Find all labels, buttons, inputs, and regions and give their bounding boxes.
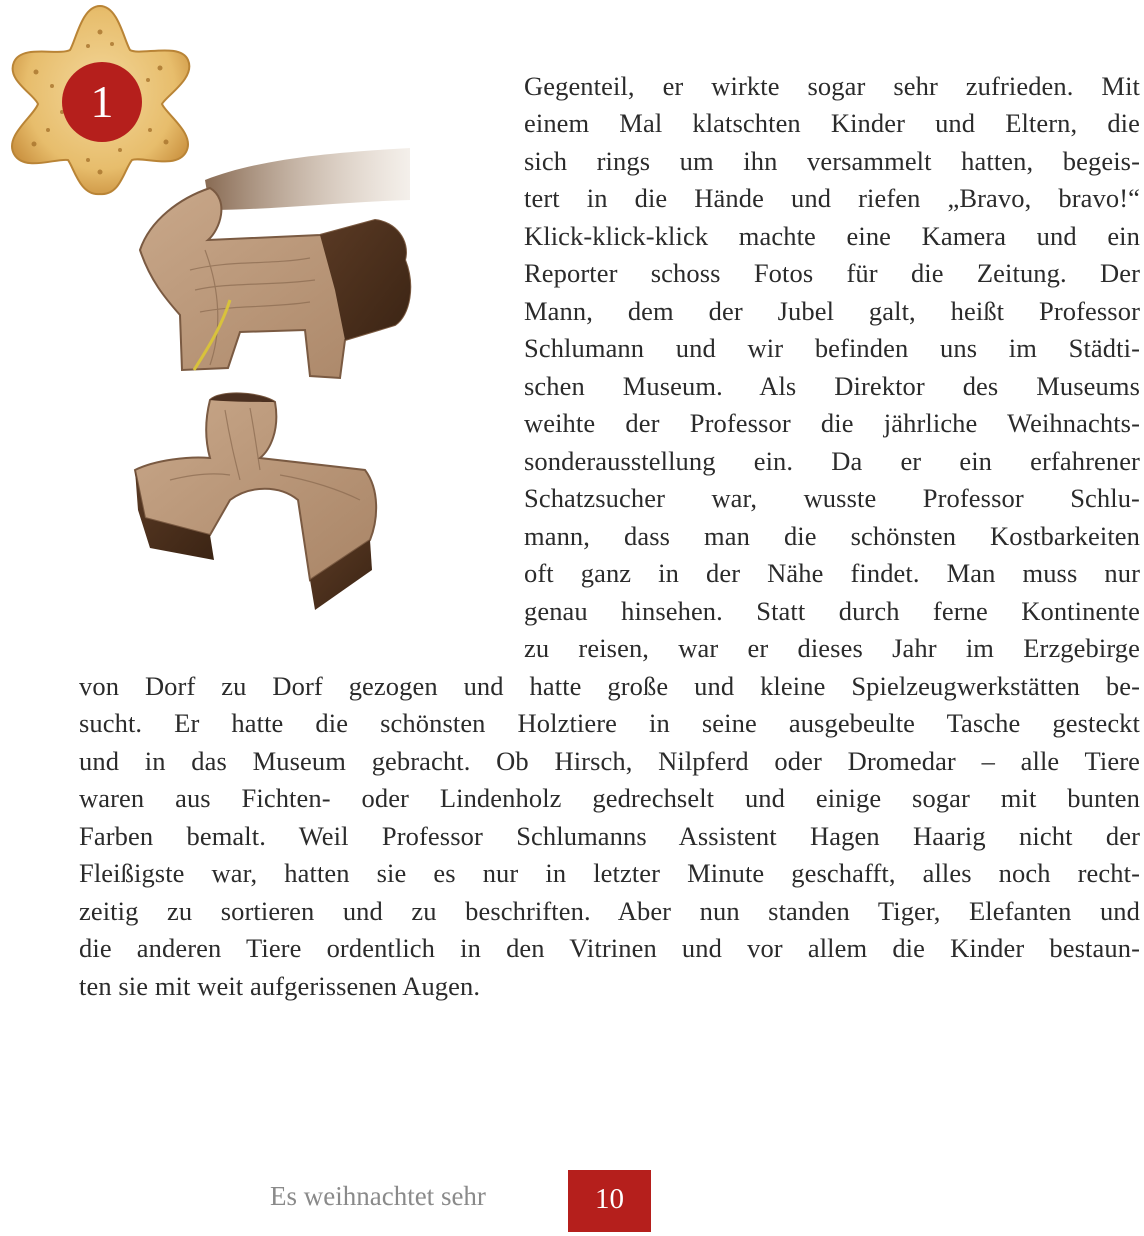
text-line: sich rings um ihn versammelt hatten, begeis- <box>524 146 1140 176</box>
text-line: Farben bemalt. Weil Professor Schlumanns Assistent Hagen Haarig nicht der <box>79 821 1140 851</box>
text-line: weihte der Professor die jährliche Weihnachts- <box>524 408 1140 438</box>
text-line: Schlumann und wir befinden uns im Städti- <box>524 333 1140 363</box>
wooden-toy-pieces-illustration <box>110 140 530 650</box>
text-line: oft ganz in der Nähe findet. Man muss nur <box>524 558 1140 588</box>
text-line: von Dorf zu Dorf gezogen und hatte große und kleine Spielzeugwerkstätten be- <box>79 671 1140 701</box>
text-line: genau hinsehen. Statt durch ferne Kontinente <box>524 596 1140 626</box>
text-line: zeitig zu sortieren und zu beschriften. Aber nun standen Tiger, Elefanten und <box>79 896 1140 926</box>
text-line: Klick-klick-klick machte eine Kamera und ein <box>524 221 1140 251</box>
text-line: Mann, dem der Jubel galt, heißt Professor <box>524 296 1140 326</box>
text-line: mann, dass man die schönsten Kostbarkeiten <box>524 521 1140 551</box>
text-line: einem Mal klatschten Kinder und Eltern, die <box>524 108 1140 138</box>
text-line: ten sie mit weit aufgerissenen Augen. <box>79 971 481 1001</box>
text-line: Reporter schoss Fotos für die Zeitung. Der <box>524 258 1140 288</box>
text-line: Gegenteil, er wirkte sogar sehr zufrieden. Mit <box>524 71 1140 101</box>
text-line: die anderen Tiere ordentlich in den Vitrinen und vor allem die Kinder bestaun- <box>79 933 1140 963</box>
text-line: sonderausstellung ein. Da er ein erfahrener <box>524 446 1140 476</box>
text-line: zu reisen, war er dieses Jahr im Erzgebirge <box>524 633 1140 663</box>
book-title: Es weihnachtet sehr <box>270 1181 486 1211</box>
page-number: 10 <box>568 1170 651 1232</box>
text-line: schen Museum. Als Direktor des Museums <box>524 371 1140 401</box>
text-line: waren aus Fichten- oder Lindenholz gedrechselt und einige sogar mit bunten <box>79 783 1140 813</box>
text-line: sucht. Er hatte die schönsten Holztiere in seine ausgebeulte Tasche gesteckt <box>79 708 1140 738</box>
day-number-badge: 1 <box>62 62 142 142</box>
text-line: tert in die Hände und riefen „Bravo, bravo!“ <box>524 183 1140 213</box>
text-line: und in das Museum gebracht. Ob Hirsch, Nilpferd oder Dromedar – alle Tiere <box>79 746 1140 776</box>
text-line: Fleißigste war, hatten sie es nur in letzter Minute geschafft, alles noch recht- <box>79 858 1140 888</box>
text-line: Schatzsucher war, wusste Professor Schlu- <box>524 483 1140 513</box>
